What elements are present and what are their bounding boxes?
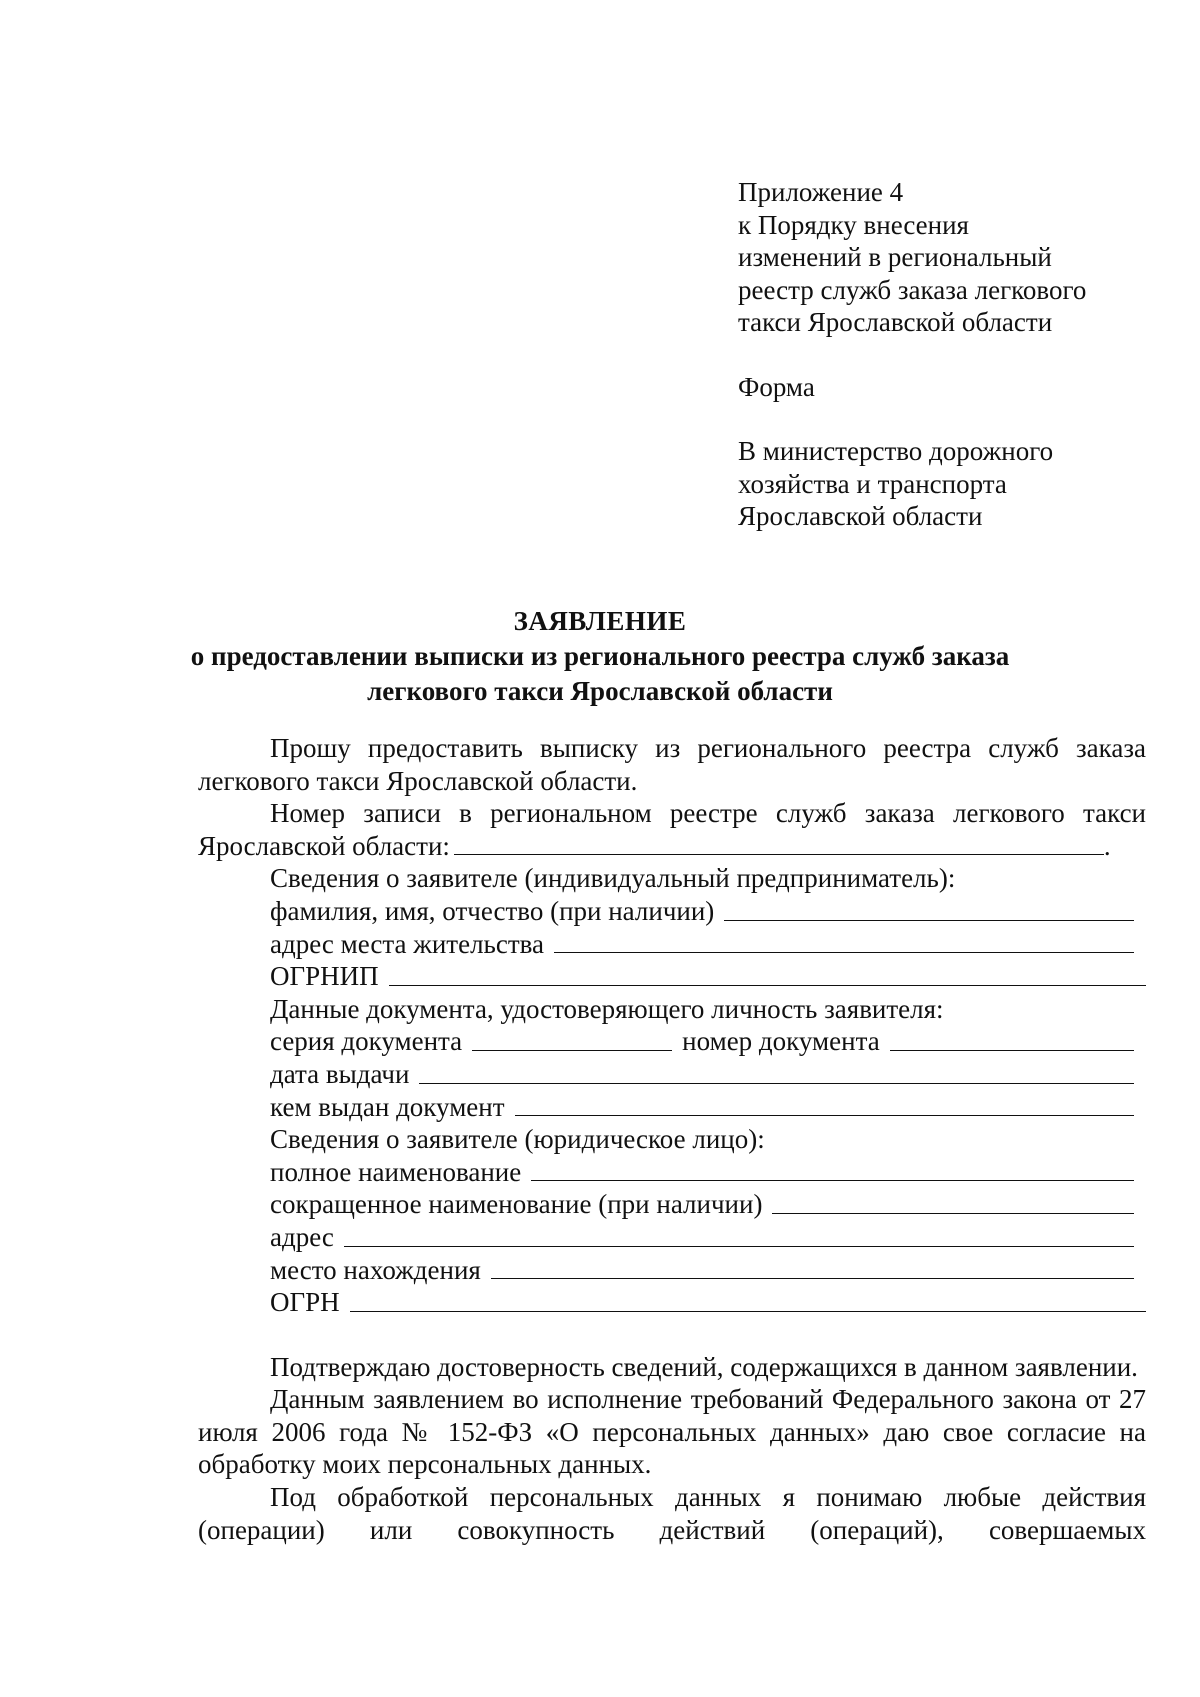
legal-full-name-input-line[interactable]: [531, 1180, 1134, 1181]
legal-address-label: адрес: [270, 1221, 334, 1252]
addressee-line: хозяйства и транспорта: [738, 468, 1007, 499]
ip-heading-row: [198, 862, 1146, 895]
appendix-line: такси Ярославской области: [738, 307, 1053, 337]
appendix-line: реестр служб заказа легкового: [738, 274, 1087, 305]
legal-ogrn-label: ОГРН: [270, 1287, 340, 1318]
ip-ogrnip-label: ОГРНИП: [270, 961, 379, 992]
ip-ogrnip-input-line[interactable]: [389, 985, 1146, 986]
request-paragraph: Прошу предоставить выписку из регионального реестра служб заказа легкового такси Ярославской области.: [198, 733, 1146, 796]
doc-issue-date-field: [198, 1058, 1146, 1091]
doc-number-label: номер документа: [682, 1026, 880, 1057]
doc-series-label: серия документа: [270, 1026, 463, 1057]
legal-short-name-label: сокращенное наименование (при наличии): [270, 1189, 763, 1220]
record-number-label: Ярославской области:: [198, 830, 450, 861]
record-number-row: [198, 830, 1146, 863]
ip-ogrnip-field: [198, 960, 1146, 993]
doc-issued-by-input-line[interactable]: [515, 1115, 1134, 1116]
ip-fio-input-line[interactable]: [724, 920, 1134, 921]
addressee-line: Ярославской области: [738, 501, 983, 531]
record-number-end: .: [1103, 830, 1111, 861]
legal-location-label: место нахождения: [270, 1254, 481, 1285]
doc-series-input-line[interactable]: [472, 1050, 672, 1051]
form-label: Форма: [738, 371, 815, 402]
legal-full-name-label: полное наименование: [270, 1156, 522, 1187]
appendix-line: Приложение 4: [738, 177, 904, 207]
legal-ogrn-field: [198, 1286, 1146, 1319]
consent-paragraph: Данным заявлением во исполнение требований Федерального закона от 27 июля 2006 года № 152-ФЗ «О персональных данных» даю свое согласие на обработку моих персональных данных.: [198, 1384, 1146, 1480]
title-main: ЗАЯВЛЕНИЕ: [513, 606, 687, 636]
ip-fio-label: фамилия, имя, отчество (при наличии): [270, 895, 715, 926]
ip-fio-field: [198, 895, 1146, 928]
legal-address-input-line[interactable]: [344, 1246, 1134, 1247]
doc-number-input-line[interactable]: [890, 1050, 1134, 1051]
ip-heading: Сведения о заявителе (индивидуальный предприниматель):: [270, 863, 956, 894]
ip-address-label: адрес места жительства: [270, 928, 545, 959]
legal-location-field: [198, 1254, 1146, 1287]
processing-paragraph: Под обработкой персональных данных я понимаю любые действия (операции) или совокупность действий (операций), совершаемых: [198, 1482, 1146, 1545]
doc-issue-date-label: дата выдачи: [270, 1058, 410, 1089]
doc-heading-row: [198, 993, 1146, 1026]
application-body: [198, 732, 1146, 1546]
addressee-line: В министерство дорожного: [738, 436, 1054, 466]
title-subtitle-line: легкового такси Ярославской области: [367, 676, 833, 706]
legal-location-input-line[interactable]: [491, 1278, 1134, 1279]
document-title: [0, 604, 1200, 709]
ip-address-input-line[interactable]: [554, 952, 1134, 953]
doc-series-number-field: [198, 1025, 1146, 1058]
title-subtitle-line: о предоставлении выписки из регионального реестра служб заказа: [190, 641, 1010, 671]
appendix-header: [738, 176, 1178, 533]
legal-short-name-input-line[interactable]: [772, 1213, 1134, 1214]
doc-issued-by-field: [198, 1091, 1146, 1124]
legal-heading-row: [198, 1123, 1146, 1156]
ip-address-field: [198, 928, 1146, 961]
legal-address-field: [198, 1221, 1146, 1254]
doc-issued-by-label: кем выдан документ: [270, 1091, 505, 1122]
legal-heading: Сведения о заявителе (юридическое лицо):: [270, 1124, 765, 1155]
appendix-line: изменений в региональный: [738, 242, 1052, 272]
legal-full-name-field: [198, 1156, 1146, 1189]
doc-heading: Данные документа, удостоверяющего личность заявителя:: [270, 993, 944, 1024]
record-number-input-line[interactable]: [454, 854, 1104, 855]
legal-ogrn-input-line[interactable]: [350, 1311, 1146, 1312]
doc-issue-date-input-line[interactable]: [419, 1083, 1134, 1084]
appendix-line: к Порядку внесения: [738, 209, 969, 240]
confirm-paragraph: Подтверждаю достоверность сведений, содержащихся в данном заявлении.: [270, 1351, 1138, 1382]
legal-short-name-field: [198, 1188, 1146, 1221]
record-number-paragraph: Номер записи в региональном реестре служб заказа легкового такси: [270, 798, 1146, 829]
